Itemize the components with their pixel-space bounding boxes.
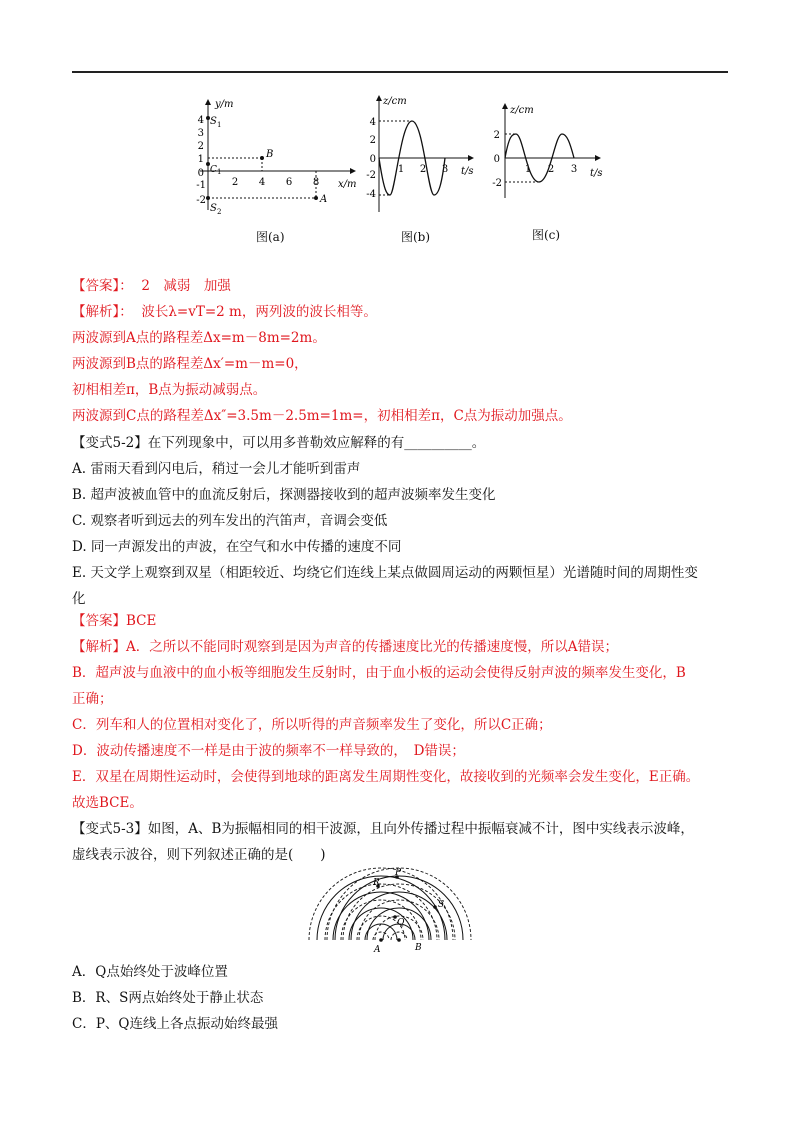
fig-a-caption: 图(a) [256,230,285,244]
q52-option: D. 同一声源发出的声波，在空气和水中传播的速度不同 [72,539,402,555]
q52-analysis: E．双星在周期性运动时，会使得到地球的距离发生周期性变化，故接收到的光频率会发生变化，E正确。 [72,769,700,785]
fig-a-x-label: x/m [338,179,357,190]
fig-b-xtick: 3 [441,164,449,175]
fig-c-y-label: z/cm [510,105,534,116]
q52-analysis: 【解析】A．之所以不能同时观察到是因为声音的传播速度比光的传播速度慢，所以A错误； [72,639,618,655]
q52-option: C. 观察者听到远去的列车发出的汽笛声，音调会变低 [72,513,388,529]
q51-line2: 两波源到A点的路程差Δx=m－8m=2m。 [72,330,326,346]
fig-b-ytick: 0 [369,154,376,165]
fig-b-ytick: 2 [369,135,376,146]
fig-a-xtick: 2 [231,177,239,188]
q51-analysis-label: 【解析】： [72,304,133,320]
q52-analysis: 正确； [72,691,113,707]
fig-a-ytick: -1 [196,180,206,191]
fig-a-ytick: 4 [197,115,204,126]
q53-stem-line2: 虚线表示波谷，则下列叙述正确的是( ) [72,847,326,863]
fig-a-xtick: 8 [312,177,320,188]
q52-option-cont: 化 [72,591,86,607]
fig-d-A: A [374,945,381,955]
fig-b-ytick: -4 [366,189,376,200]
fig-a-ytick: 2 [197,141,204,152]
fig-b-ytick: 4 [369,117,376,128]
fig-c-x-label: t/s [590,168,603,179]
figure-d [305,865,495,955]
fig-a-xtick: 4 [258,177,266,188]
figure-c [485,98,605,203]
q51-line4: 初相相差π，B点为振动减弱点。 [72,382,267,398]
fig-b-x-label: t/s [461,166,474,177]
q52-option: A. 雷雨天看到闪电后，稍过一会儿才能听到雷声 [72,461,361,477]
q53-option: A．Q点始终处于波峰位置 [72,964,228,980]
fig-c-ytick: 0 [493,154,500,165]
fig-a-y-label: y/m [215,99,234,110]
q52-analysis: B．超声波与血液中的血小板等细胞发生反射时，由于血小板的运动会使得反射声波的频率发生变化，B [72,665,686,681]
fig-a-ytick: 3 [197,128,204,139]
q51-line3: 两波源到B点的路程差Δx′=m－m=0， [72,356,308,372]
q52-stem: 【变式5-2】在下列现象中，可以用多普勒效应解释的有__________。 [72,435,486,451]
fig-c-ytick: -2 [492,178,502,189]
fig-b-y-label: z/cm [383,96,407,107]
fig-a-A: A [320,194,328,205]
fig-a-ytick: 0 [197,168,204,179]
fig-a-S1: S [210,116,217,127]
fig-a-S2: S [210,203,217,214]
figure-a [190,92,360,217]
fig-d-Q: Q [397,918,405,928]
q52-option: B. 超声波被血管中的血流反射后，探测器接收到的超声波频率发生变化 [72,487,496,503]
q51-analysis-text: 波长λ=vT=2 m，两列波的波长相等。 [141,304,377,320]
fig-c-ytick: 2 [493,130,500,141]
fig-a-B: B [266,149,274,160]
fig-b-ytick: -2 [366,170,376,181]
q51-answer-line [72,276,231,296]
fig-a-C-sub: 1 [217,168,222,176]
q51-answer-text: 2 减弱 加强 [141,278,231,294]
fig-c-caption: 图(c) [532,228,561,242]
fig-c-xtick: 3 [570,164,578,175]
q52-analysis: 故选BCE。 [72,795,143,811]
fig-b-xtick: 1 [397,164,405,175]
q53-option: C．P、Q连线上各点振动始终最强 [72,1016,278,1032]
q52-option: E. 天文学上观察到双星（相距较近、均绕它们连线上某点做圆周运动的两颗恒星）光谱随时间的周期性变 [72,565,698,581]
fig-d-R: R [373,878,380,888]
q51-answer-label: 【答案】： [72,278,133,294]
fig-d-S: S [438,900,445,910]
fig-a-xtick: 6 [285,177,293,188]
q52-analysis: C．列车和人的位置相对变化了，所以听得的声音频率发生了变化，所以C正确； [72,717,552,733]
fig-c-xtick: 1 [524,164,532,175]
q51-analysis-line [72,302,377,322]
q52-answer: 【答案】BCE [72,613,157,629]
figure-b [365,92,480,217]
fig-a-S2-sub: 2 [217,208,222,216]
fig-a-C: C [210,165,217,175]
q53-stem-line1: 【变式5-3】如图，A、B为振幅相同的相干波源，且向外传播过程中振幅衰减不计，图中实线表示波峰， [72,821,694,837]
q51-line5: 两波源到C点的路程差Δx″=3.5m－2.5m=1m=，初相相差π，C点为振动加强点。 [72,408,572,424]
fig-d-B: B [415,943,422,953]
fig-a-ytick: -2 [196,195,206,206]
q52-analysis: D．波动传播速度不一样是由于波的频率不一样导致的， D错误； [72,743,465,759]
fig-b-xtick: 2 [419,164,427,175]
fig-a-S1-sub: 1 [217,121,222,129]
q53-option: B．R、S两点始终处于静止状态 [72,990,264,1006]
fig-d-P: P [395,868,402,878]
fig-c-xtick: 2 [547,164,555,175]
fig-b-caption: 图(b) [401,230,431,244]
header-rule [72,71,728,73]
fig-a-ytick: 1 [197,154,204,165]
